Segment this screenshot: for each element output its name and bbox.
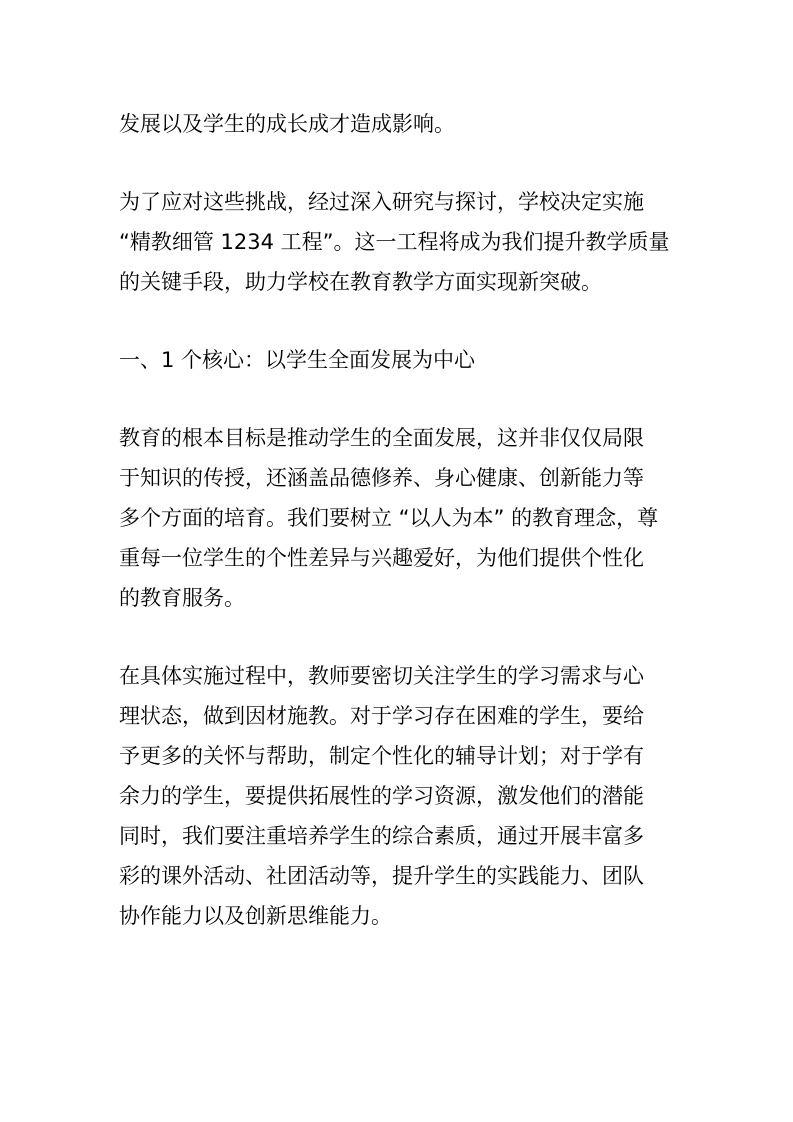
text-line: 重每一位学生的个性差异与兴趣爱好，为他们提供个性化 <box>119 546 644 570</box>
text-line: 予更多的关怀与帮助，制定个性化的辅导计划；对于学有 <box>119 744 644 768</box>
text-line: 教育的根本目标是推动学生的全面发展，这并非仅仅局限 <box>119 426 644 450</box>
text-line: 在具体实施过程中，教师要密切关注学生的学习需求与心 <box>119 664 644 688</box>
text-line: 彩的课外活动、社团活动等，提升学生的实践能力、团队 <box>119 864 644 888</box>
paragraph-education-goal <box>119 418 675 618</box>
section-heading <box>119 340 675 380</box>
text-line: 为了应对这些挑战，经过深入研究与探讨，学校决定实施 <box>119 190 644 214</box>
text-line: 协作能力以及创新思维能力。 <box>119 904 392 928</box>
text-line: 发展以及学生的成长成才造成影响。 <box>119 112 455 136</box>
paragraph-implementation <box>119 656 675 936</box>
text-line: 的关键手段，助力学校在教育教学方面实现新突破。 <box>119 270 602 294</box>
text-line: 余力的学生，要提供拓展性的学习资源，激发他们的潜能 <box>119 784 644 808</box>
text-line: 多个方面的培育。我们要树立 “以人为本” 的教育理念，尊 <box>119 506 659 530</box>
heading-text: 一、1 个核心：以学生全面发展为中心 <box>119 348 476 372</box>
paragraph-intro-end <box>119 104 675 144</box>
paragraph-project-intro <box>119 182 675 302</box>
text-line: 的教育服务。 <box>119 586 245 610</box>
text-line: 同时，我们要注重培养学生的综合素质，通过开展丰富多 <box>119 824 644 848</box>
document-page <box>119 104 675 974</box>
text-line: “精教细管 1234 工程”。这一工程将成为我们提升教学质量 <box>119 230 670 254</box>
text-line: 理状态，做到因材施教。对于学习存在困难的学生，要给 <box>119 704 644 728</box>
text-line: 于知识的传授，还涵盖品德修养、身心健康、创新能力等 <box>119 466 644 490</box>
